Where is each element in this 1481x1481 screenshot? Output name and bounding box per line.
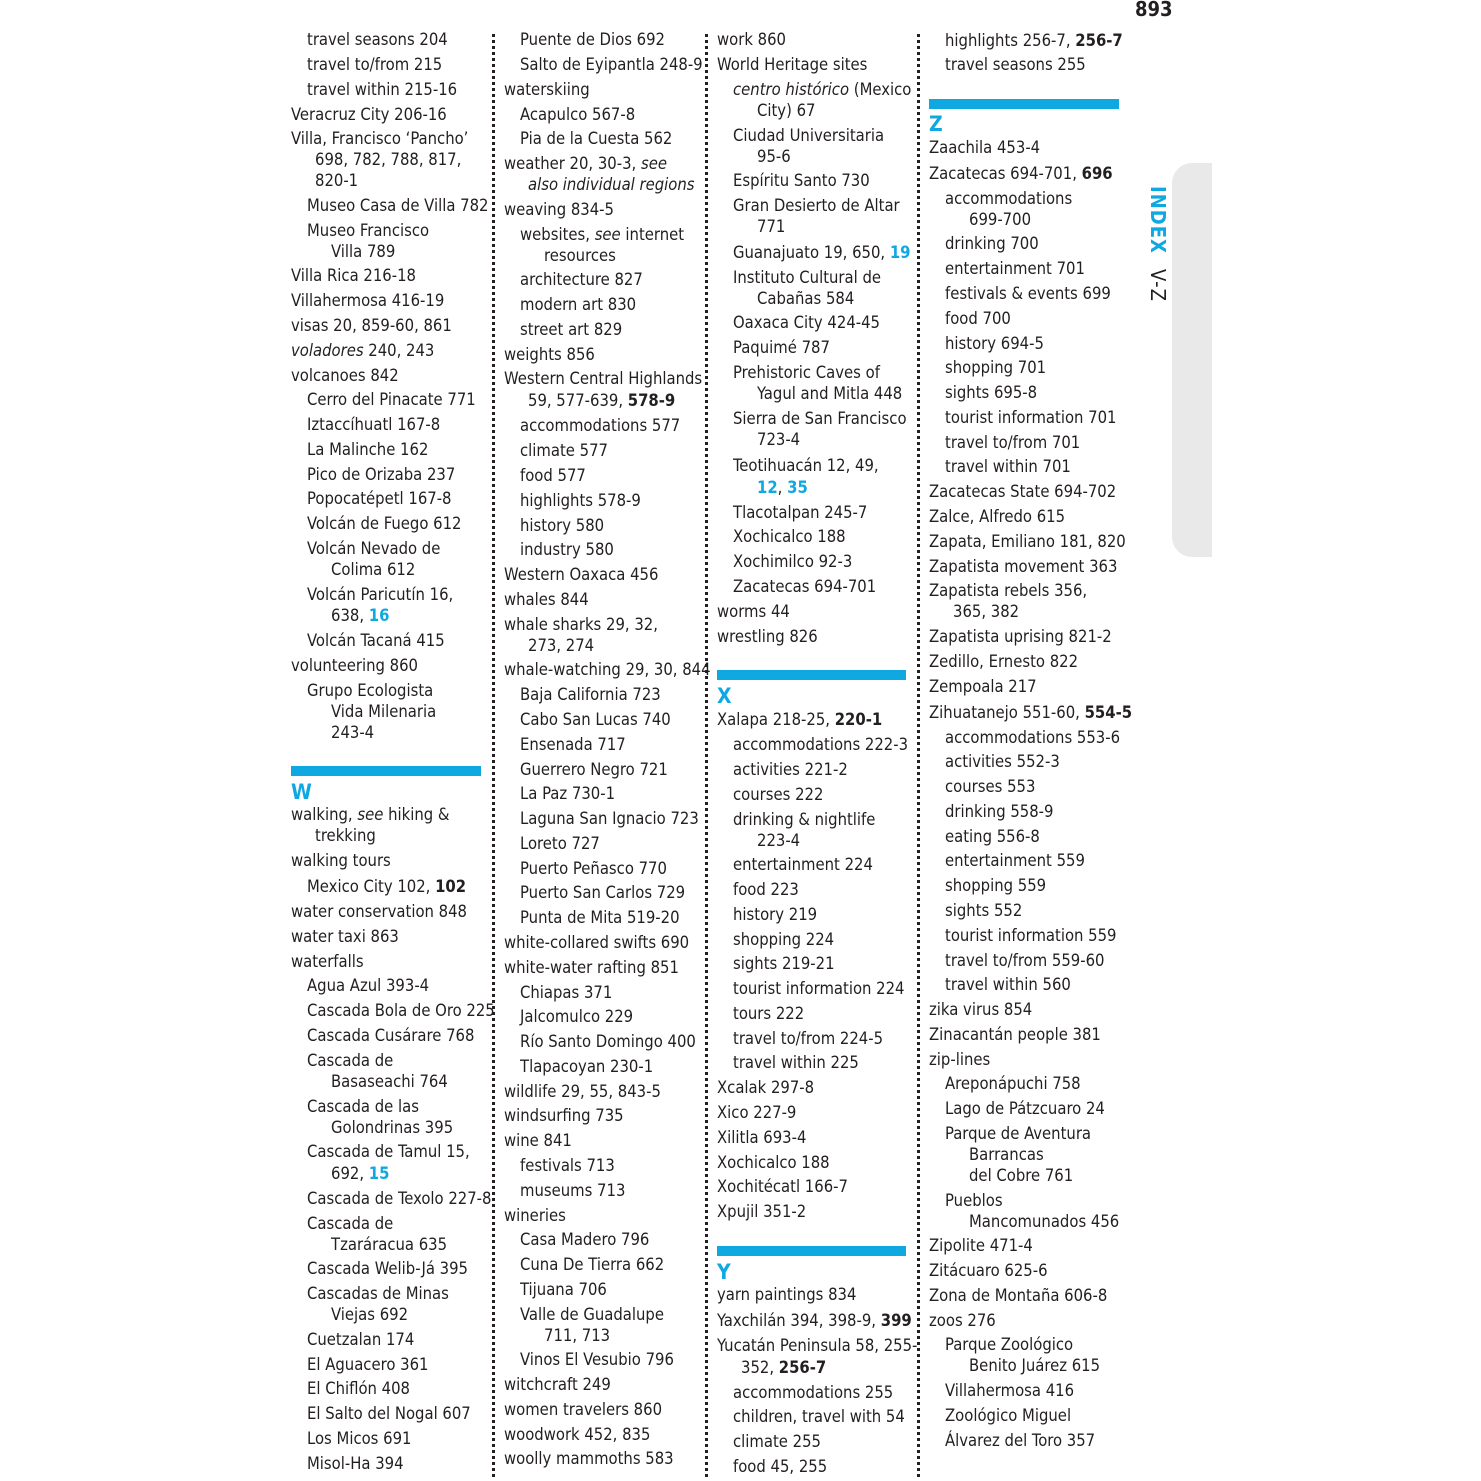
index-entry-continuation: Barrancas (969, 1145, 1044, 1164)
index-entry: waterfalls (291, 952, 364, 971)
index-subentry: entertainment 559 (945, 851, 1085, 870)
index-entry: whale sharks 29, 32, (504, 615, 658, 634)
index-subentry (307, 876, 466, 897)
index-subentry: Cascada de Texolo 227-8 (307, 1189, 492, 1208)
index-subentry: Gran Desierto de Altar (733, 196, 900, 215)
index-subentry: Espíritu Santo 730 (733, 171, 870, 190)
index-entry: wineries (504, 1206, 566, 1225)
map-page-ref: 35 (787, 478, 808, 497)
index-entry: zika virus 854 (929, 1000, 1033, 1019)
index-entry (717, 709, 882, 730)
index-entry: water taxi 863 (291, 927, 399, 946)
section-letter: Z (929, 112, 943, 136)
entry-text: 692, (331, 1164, 369, 1183)
index-subentry (945, 30, 1123, 51)
index-subentry: museums 713 (520, 1181, 626, 1200)
index-subentry: Volcán de Fuego 612 (307, 514, 462, 533)
index-subentry: Puerto San Carlos 729 (520, 883, 686, 902)
index-entry: World Heritage sites (717, 55, 868, 74)
index-entry: yarn paintings 834 (717, 1285, 857, 1304)
index-subentry: tours 222 (733, 1004, 805, 1023)
index-subentry: Misol-Ha 394 (307, 1454, 404, 1473)
index-entry: Western Oaxaca 456 (504, 565, 659, 584)
index-entry-continuation: Yagul and Mitla 448 (757, 384, 903, 403)
index-entry: zoos 276 (929, 1311, 996, 1330)
index-subentry: sights 219-21 (733, 954, 835, 973)
index-subentry: Paquimé 787 (733, 338, 830, 357)
index-subentry: drinking 558-9 (945, 802, 1054, 821)
index-subentry: Laguna San Ignacio 723 (520, 809, 699, 828)
bold-page-ref: 102 (435, 877, 467, 896)
index-subentry: Cascadas de Minas (307, 1284, 449, 1303)
index-subentry: Tlapacoyan 230-1 (520, 1057, 654, 1076)
index-entry: Xilitla 693-4 (717, 1128, 807, 1147)
index-subentry: travel within 560 (945, 975, 1071, 994)
index-subentry: food 45, 255 (733, 1457, 828, 1476)
column-separator (705, 34, 708, 1477)
index-subentry: Cascada Bola de Oro 225 (307, 1001, 495, 1020)
section-divider-bar (717, 670, 906, 680)
index-subentry: Oaxaca City 424-45 (733, 313, 881, 332)
index-subentry: Volcán Tacaná 415 (307, 631, 445, 650)
index-entry: weights 856 (504, 345, 595, 364)
index-subentry: Loreto 727 (520, 834, 600, 853)
index-subentry: Cascada de Tamul 15, (307, 1142, 470, 1161)
index-subentry: highlights 578-9 (520, 491, 641, 510)
index-subentry: Pia de la Cuesta 562 (520, 129, 673, 148)
index-entry-continuation (331, 1163, 389, 1184)
index-subentry: Iztaccíhuatl 167-8 (307, 415, 441, 434)
index-entry-continuation: 243-4 (331, 723, 375, 742)
index-subentry (733, 79, 911, 100)
index-subentry: tourist information 701 (945, 408, 1117, 427)
index-subentry: modern art 830 (520, 295, 637, 314)
index-subentry: climate 255 (733, 1432, 821, 1451)
index-subentry: Cascada Welib-Já 395 (307, 1259, 469, 1278)
index-subentry: activities 221-2 (733, 760, 848, 779)
index-entry-continuation (528, 390, 675, 411)
index-entry: wildlife 29, 55, 843-5 (504, 1082, 661, 1101)
index-entry: weaving 834-5 (504, 200, 614, 219)
index-entry-continuation: City) 67 (757, 101, 816, 120)
index-subentry: Cerro del Pinacate 771 (307, 390, 476, 409)
index-entry: whales 844 (504, 590, 589, 609)
index-subentry: Pueblos (945, 1191, 1003, 1210)
index-subentry: Teotihuacán 12, 49, (733, 456, 879, 475)
map-page-ref: 16 (368, 606, 390, 625)
index-subentry: architecture 827 (520, 270, 643, 289)
index-subentry: Instituto Cultural de (733, 268, 882, 287)
index-entry-continuation: Golondrinas 395 (331, 1118, 454, 1137)
section-letter: W (291, 780, 312, 804)
index-entry: wrestling 826 (717, 627, 818, 646)
index-entry-continuation: 223-4 (757, 831, 801, 850)
index-entry-continuation: 365, 382 (953, 602, 1020, 621)
entry-text: centro histórico (733, 80, 850, 99)
column-separator (917, 34, 920, 1477)
index-subentry: Zacatecas 694-701 (733, 577, 877, 596)
section-divider-bar (929, 99, 1119, 109)
index-subentry: Prehistoric Caves of (733, 363, 880, 382)
index-subentry: El Salto del Nogal 607 (307, 1404, 471, 1423)
side-tab-label (1130, 186, 1170, 302)
entry-text: internet (620, 225, 685, 244)
index-entry: Zacatecas State 694-702 (929, 482, 1117, 501)
entry-text: Zihuatanejo 551-60, (929, 703, 1085, 722)
index-subentry: activities 552-3 (945, 752, 1060, 771)
side-tab (1172, 163, 1212, 557)
index-subentry: history 219 (733, 905, 818, 924)
index-subentry: travel within 225 (733, 1053, 859, 1072)
entry-text: 352, (741, 1358, 779, 1377)
index-subentry: El Chiflón 408 (307, 1379, 411, 1398)
index-subentry: Jalcomulco 229 (520, 1007, 634, 1026)
index-entry-continuation: 771 (757, 217, 786, 236)
index-subentry: Cuna De Tierra 662 (520, 1255, 665, 1274)
index-entry: water conservation 848 (291, 902, 467, 921)
entry-text: , (777, 478, 788, 497)
entry-text: Mexico City 102, (307, 877, 436, 896)
index-subentry: accommodations 553-6 (945, 728, 1121, 747)
index-subentry: Museo Francisco (307, 221, 430, 240)
section-letter: X (717, 684, 732, 708)
index-subentry: travel to/from 215 (307, 55, 443, 74)
entry-text: websites, (520, 225, 595, 244)
entry-text: Xalapa 218-25, (717, 710, 835, 729)
index-subentry: eating 556-8 (945, 827, 1040, 846)
index-subentry: Ensenada 717 (520, 735, 626, 754)
index-entry: work 860 (717, 30, 786, 49)
entry-text: see (357, 805, 384, 824)
index-subentry: Puerto Peñasco 770 (520, 859, 667, 878)
entry-text: Zacatecas 694-701, (929, 164, 1082, 183)
index-entry (504, 153, 667, 174)
index-subentry: Areponápuchi 758 (945, 1074, 1081, 1093)
index-entry (929, 163, 1113, 184)
index-subentry: Cabo San Lucas 740 (520, 710, 671, 729)
section-letter: Y (717, 1260, 731, 1284)
index-subentry: Agua Azul 393-4 (307, 976, 430, 995)
index-subentry: Cascada de las (307, 1097, 419, 1116)
index-subentry: travel seasons 255 (945, 55, 1086, 74)
index-subentry: travel to/from 224-5 (733, 1029, 884, 1048)
index-subentry: accommodations 255 (733, 1383, 894, 1402)
index-subentry: street art 829 (520, 320, 623, 339)
index-entry: Zaachila 453-4 (929, 138, 1041, 157)
index-subentry: Tlacotalpan 245-7 (733, 503, 868, 522)
index-entry-continuation: 711, 713 (544, 1326, 611, 1345)
index-entry-continuation: Vida Milenaria (331, 702, 437, 721)
index-subentry: accommodations 577 (520, 416, 681, 435)
index-subentry: entertainment 224 (733, 855, 873, 874)
index-entry: Zapatista movement 363 (929, 557, 1118, 576)
index-subentry: accommodations 222-3 (733, 735, 909, 754)
index-subentry: travel within 215-16 (307, 80, 458, 99)
index-subentry: drinking 700 (945, 234, 1039, 253)
index-subentry: industry 580 (520, 540, 614, 559)
index-subentry: Ciudad Universitaria (733, 126, 885, 145)
index-entry (291, 340, 434, 361)
index-subentry: Tijuana 706 (520, 1280, 607, 1299)
index-subentry: Puente de Dios 692 (520, 30, 665, 49)
index-entry: wine 841 (504, 1131, 572, 1150)
index-subentry: Parque Zoológico (945, 1335, 1074, 1354)
index-entry: Zempoala 217 (929, 677, 1037, 696)
index-subentry: shopping 224 (733, 930, 835, 949)
index-entry-continuation (331, 605, 389, 626)
index-entry: Yucatán Peninsula 58, 255- (717, 1336, 918, 1355)
index-subentry: Cascada de (307, 1051, 394, 1070)
index-subentry: tourist information 559 (945, 926, 1117, 945)
index-entry: waterskiing (504, 80, 590, 99)
index-entry-continuation: Viejas 692 (331, 1305, 409, 1324)
index-subentry: courses 553 (945, 777, 1036, 796)
index-entry-continuation: trekking (315, 826, 376, 845)
index-subentry: travel to/from 559-60 (945, 951, 1105, 970)
bold-page-ref: 696 (1081, 164, 1113, 183)
index-subentry: drinking & nightlife (733, 810, 876, 829)
entry-text: 59, 577-639, (528, 391, 628, 410)
index-subentry: Cascada Cusárare 768 (307, 1026, 475, 1045)
index-subentry: El Aguacero 361 (307, 1355, 429, 1374)
index-subentry: Parque de Aventura (945, 1124, 1092, 1143)
index-subentry: shopping 559 (945, 876, 1047, 895)
index-entry-continuation: 699-700 (969, 210, 1032, 229)
index-subentry: history 694-5 (945, 334, 1044, 353)
index-entry-continuation (741, 1357, 826, 1378)
index-subentry: travel within 701 (945, 457, 1071, 476)
index-subentry: tourist information 224 (733, 979, 905, 998)
index-subentry: Valle de Guadalupe (520, 1305, 664, 1324)
index-subentry: sights 695-8 (945, 383, 1038, 402)
index-entry-continuation: Colima 612 (331, 560, 416, 579)
index-entry: Zinacantán people 381 (929, 1025, 1101, 1044)
index-entry-continuation: resources (544, 246, 616, 265)
section-divider-bar (717, 1246, 906, 1256)
index-entry: Xico 227-9 (717, 1103, 797, 1122)
index-subentry: food 223 (733, 880, 799, 899)
index-entry: women travelers 860 (504, 1400, 663, 1419)
entry-text: Yaxchilán 394, 398-9, (717, 1311, 881, 1330)
index-subentry: Río Santo Domingo 400 (520, 1032, 696, 1051)
entry-text: weather 20, 30-3, (504, 154, 641, 173)
index-entry: Villa Rica 216-18 (291, 266, 416, 285)
index-subentry: Chiapas 371 (520, 983, 613, 1002)
entry-text: hiking & (383, 805, 450, 824)
entry-text: see (640, 154, 667, 173)
index-subentry: Volcán Nevado de (307, 539, 441, 558)
bold-page-ref: 554-5 (1084, 703, 1133, 722)
index-subentry: Álvarez del Toro 357 (945, 1431, 1096, 1450)
index-entry: Zapatista rebels 356, (929, 581, 1088, 600)
index-entry-continuation (528, 174, 695, 195)
index-entry-continuation: 698, 782, 788, 817, (315, 150, 462, 169)
index-entry-continuation: 723-4 (757, 430, 801, 449)
index-entry: woolly mammoths 583 (504, 1449, 674, 1468)
index-subentry: Los Micos 691 (307, 1429, 412, 1448)
entry-text: (Mexico (849, 80, 912, 99)
index-subentry: Baja California 723 (520, 685, 661, 704)
section-divider-bar (291, 766, 481, 776)
index-entry: whale-watching 29, 30, 844 (504, 660, 711, 679)
index-subentry: Casa Madero 796 (520, 1230, 650, 1249)
entry-text: voladores (291, 341, 364, 360)
index-subentry (733, 242, 911, 263)
index-subentry: festivals 713 (520, 1156, 615, 1175)
index-entry: volunteering 860 (291, 656, 418, 675)
index-entry: Zedillo, Ernesto 822 (929, 652, 1079, 671)
index-subentry: Xochicalco 188 (733, 527, 846, 546)
index-subentry: Cascada de (307, 1214, 394, 1233)
index-subentry: Sierra de San Francisco (733, 409, 907, 428)
index-subentry: Lago de Pátzcuaro 24 (945, 1099, 1105, 1118)
bold-page-ref: 256-7 (1075, 31, 1123, 50)
index-subentry: Grupo Ecologista (307, 681, 434, 700)
index-subentry: Vinos El Vesubio 796 (520, 1350, 674, 1369)
map-page-ref: 19 (889, 243, 911, 262)
index-entry: worms 44 (717, 602, 790, 621)
index-subentry: Guerrero Negro 721 (520, 760, 668, 779)
index-entry-continuation: del Cobre 761 (969, 1166, 1074, 1185)
page-number: 893 (1135, 0, 1173, 21)
index-subentry: La Paz 730-1 (520, 784, 616, 803)
index-subentry: shopping 701 (945, 358, 1047, 377)
entry-text: Guanajuato 19, 650, (733, 243, 890, 262)
index-subentry: travel seasons 204 (307, 30, 448, 49)
index-entry-continuation: 95-6 (757, 147, 791, 166)
index-entry-continuation (757, 477, 808, 498)
index-subentry (520, 224, 684, 245)
index-entry: Xpujil 351-2 (717, 1202, 807, 1221)
index-entry: white-water rafting 851 (504, 958, 679, 977)
entry-text: highlights 256-7, (945, 31, 1076, 50)
column-separator (492, 34, 495, 1477)
index-entry: walking tours (291, 851, 391, 870)
side-tab-range: V-Z (1146, 268, 1170, 302)
bold-page-ref: 578-9 (627, 391, 676, 410)
bold-page-ref: 220-1 (834, 710, 883, 729)
index-subentry: Zoológico Miguel (945, 1406, 1072, 1425)
index-subentry: sights 552 (945, 901, 1023, 920)
index-entry: Veracruz City 206-16 (291, 105, 447, 124)
index-subentry: La Malinche 162 (307, 440, 429, 459)
index-entry: volcanoes 842 (291, 366, 399, 385)
index-entry: Western Central Highlands (504, 369, 703, 388)
index-subentry: entertainment 701 (945, 259, 1085, 278)
entry-text: 638, (331, 606, 369, 625)
index-subentry: Salto de Eyipantla 248-9 (520, 55, 703, 74)
index-entry: Zitácuaro 625-6 (929, 1261, 1048, 1280)
index-entry-continuation: 820-1 (315, 171, 359, 190)
index-subentry: Xochimilco 92-3 (733, 552, 853, 571)
index-subentry: Volcán Paricutín 16, (307, 585, 454, 604)
index-entry: Xochitécatl 166-7 (717, 1177, 848, 1196)
index-subentry: children, travel with 54 (733, 1407, 905, 1426)
index-entry-continuation: Benito Juárez 615 (969, 1356, 1101, 1375)
entry-text: 240, 243 (363, 341, 435, 360)
entry-text: walking, (291, 805, 358, 824)
index-entry: windsurfing 735 (504, 1106, 624, 1125)
index-entry: Zalce, Alfredo 615 (929, 507, 1066, 526)
index-entry (291, 804, 449, 825)
index-subentry: travel to/from 701 (945, 433, 1081, 452)
index-entry: Zapatista uprising 821-2 (929, 627, 1112, 646)
index-subentry: Villahermosa 416 (945, 1381, 1075, 1400)
index-entry: white-collared swifts 690 (504, 933, 690, 952)
index-subentry: Cuetzalan 174 (307, 1330, 415, 1349)
index-subentry: food 577 (520, 466, 586, 485)
index-subentry: food 700 (945, 309, 1011, 328)
index-entry-continuation: Villa 789 (331, 242, 396, 261)
index-entry: woodwork 452, 835 (504, 1425, 651, 1444)
index-subentry: Acapulco 567-8 (520, 105, 636, 124)
index-entry: witchcraft 249 (504, 1375, 611, 1394)
index-subentry: Punta de Mita 519-20 (520, 908, 680, 927)
entry-text: see (594, 225, 621, 244)
index-entry: Villahermosa 416-19 (291, 291, 445, 310)
map-page-ref: 15 (368, 1164, 390, 1183)
bold-page-ref: 399 (880, 1311, 912, 1330)
entry-text: also individual regions (528, 175, 695, 194)
index-entry-continuation: 273, 274 (528, 636, 595, 655)
index-subentry: history 580 (520, 516, 605, 535)
index-entry-continuation: Basaseachi 764 (331, 1072, 448, 1091)
index-entry-continuation: Mancomunados 456 (969, 1212, 1120, 1231)
index-entry-continuation: Cabañas 584 (757, 289, 855, 308)
index-entry: Xochicalco 188 (717, 1153, 830, 1172)
index-subentry: festivals & events 699 (945, 284, 1111, 303)
index-entry: Zipolite 471-4 (929, 1236, 1033, 1255)
index-entry: Xcalak 297-8 (717, 1078, 815, 1097)
map-page-ref: 12 (757, 478, 778, 497)
index-subentry: accommodations (945, 189, 1073, 208)
index-subentry: Popocatépetl 167-8 (307, 489, 452, 508)
index-subentry: courses 222 (733, 785, 824, 804)
index-entry: Villa, Francisco ‘Pancho’ (291, 129, 469, 148)
bold-page-ref: 256-7 (778, 1358, 827, 1377)
index-entry: Zapata, Emiliano 181, 820 (929, 532, 1126, 551)
index-entry (717, 1310, 912, 1331)
index-entry: visas 20, 859-60, 861 (291, 316, 452, 335)
side-tab-word: INDEX (1146, 186, 1170, 254)
index-entry-continuation: Tzaráracua 635 (331, 1235, 448, 1254)
index-entry: zip-lines (929, 1050, 991, 1069)
index-entry (929, 702, 1132, 723)
index-entry: Zona de Montaña 606-8 (929, 1286, 1108, 1305)
index-subentry: climate 577 (520, 441, 608, 460)
index-subentry: Pico de Orizaba 237 (307, 465, 456, 484)
index-subentry: Museo Casa de Villa 782 (307, 196, 489, 215)
